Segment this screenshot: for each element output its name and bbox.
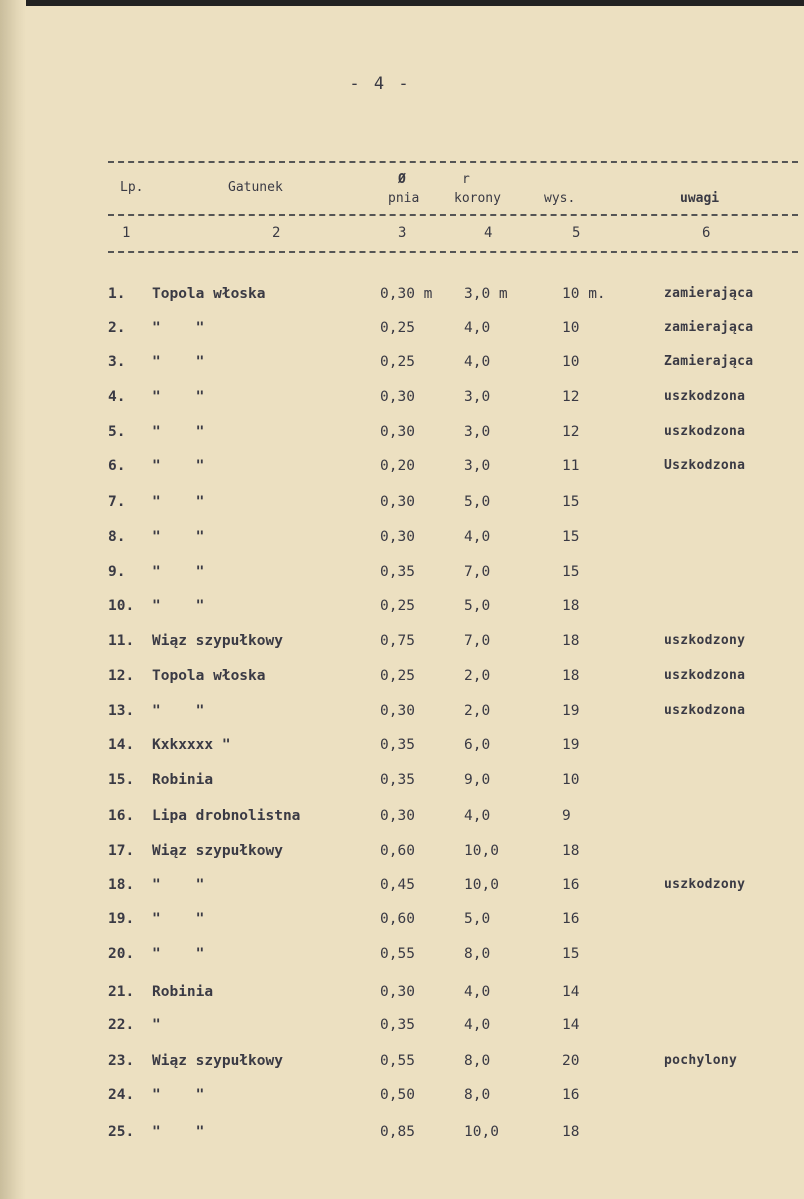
cell-lp: 14.: [108, 737, 135, 753]
table-row: [0, 946, 804, 980]
cell-korony: 5,0: [464, 911, 491, 927]
cell-pnia: 0,60: [380, 911, 415, 927]
cell-gatunek: " ": [152, 703, 205, 719]
cell-wys: 10: [562, 320, 580, 336]
cell-korony: 2,0: [464, 703, 491, 719]
header-pnia: pnia: [388, 191, 420, 206]
cell-gatunek: " ": [152, 564, 205, 580]
cell-korony: 2,0: [464, 668, 491, 684]
cell-wys: 16: [562, 911, 580, 927]
cell-pnia: 0,30: [380, 389, 415, 405]
cell-pnia: 0,55: [380, 1053, 415, 1069]
cell-uwagi: Zamierająca: [664, 354, 754, 369]
cell-korony: 8,0: [464, 1087, 491, 1103]
table-row: [0, 389, 804, 423]
cell-gatunek: " ": [152, 320, 205, 336]
cell-lp: 24.: [108, 1087, 135, 1103]
cell-wys: 19: [562, 737, 580, 753]
cell-lp: 7.: [108, 494, 126, 510]
cell-pnia: 0,25: [380, 668, 415, 684]
cell-wys: 15: [562, 494, 580, 510]
cell-gatunek: Lipa drobnolistna: [152, 808, 301, 824]
cell-wys: 18: [562, 843, 580, 859]
cell-korony: 4,0: [464, 984, 491, 1000]
cell-lp: 25.: [108, 1124, 135, 1140]
cell-pnia: 0,75: [380, 633, 415, 649]
cell-gatunek: " ": [152, 1124, 205, 1140]
cell-wys: 19: [562, 703, 580, 719]
cell-pnia: 0,55: [380, 946, 415, 962]
cell-gatunek: Kxkxxxx ": [152, 737, 231, 753]
cell-gatunek: Wiąz szypułkowy: [152, 633, 283, 649]
cell-pnia: 0,30: [380, 424, 415, 440]
cell-lp: 13.: [108, 703, 135, 719]
table-row: [0, 354, 804, 388]
cell-korony: 4,0: [464, 1017, 491, 1033]
cell-pnia: 0,35: [380, 737, 415, 753]
cell-lp: 18.: [108, 877, 135, 893]
cell-lp: 21.: [108, 984, 135, 1000]
cell-gatunek: ": [152, 1017, 161, 1033]
cell-gatunek: " ": [152, 529, 205, 545]
table-row: [0, 1124, 804, 1158]
cell-uwagi: zamierająca: [664, 320, 754, 335]
top-edge: [0, 0, 804, 6]
cell-gatunek: Wiąz szypułkowy: [152, 843, 283, 859]
cell-korony: 10,0: [464, 877, 499, 893]
cell-pnia: 0,35: [380, 772, 415, 788]
table-row: [0, 668, 804, 702]
column-number: 6: [702, 225, 711, 241]
cell-korony: 7,0: [464, 633, 491, 649]
column-number: 4: [484, 225, 493, 241]
table-row: [0, 911, 804, 945]
cell-lp: 5.: [108, 424, 126, 440]
cell-uwagi: uszkodzona: [664, 424, 746, 439]
table-row: [0, 1087, 804, 1121]
cell-wys: 18: [562, 1124, 580, 1140]
cell-uwagi: uszkodzona: [664, 668, 746, 683]
cell-wys: 14: [562, 984, 580, 1000]
cell-uwagi: uszkodzona: [664, 703, 746, 718]
cell-lp: 19.: [108, 911, 135, 927]
table-row: [0, 494, 804, 528]
cell-pnia: 0,50: [380, 1087, 415, 1103]
cell-lp: 23.: [108, 1053, 135, 1069]
cell-gatunek: " ": [152, 494, 205, 510]
table-row: [0, 598, 804, 632]
table-row: [0, 808, 804, 842]
cell-wys: 10 m.: [562, 286, 606, 302]
cell-lp: 10.: [108, 598, 135, 614]
cell-pnia: 0,85: [380, 1124, 415, 1140]
header-rule: [108, 214, 798, 216]
cell-wys: 20: [562, 1053, 580, 1069]
cell-pnia: 0,60: [380, 843, 415, 859]
cell-gatunek: Topola włoska: [152, 286, 266, 302]
cell-gatunek: " ": [152, 598, 205, 614]
cell-gatunek: " ": [152, 389, 205, 405]
cell-korony: 10,0: [464, 843, 499, 859]
cell-gatunek: Robinia: [152, 984, 214, 1000]
cell-pnia: 0,30 m: [380, 286, 433, 302]
cell-korony: 3,0: [464, 389, 491, 405]
cell-lp: 1.: [108, 286, 126, 302]
cell-wys: 10: [562, 772, 580, 788]
cell-uwagi: pochylony: [664, 1053, 738, 1068]
table-row: [0, 320, 804, 354]
cell-korony: 4,0: [464, 354, 491, 370]
header-gatunek: Gatunek: [228, 180, 283, 195]
cell-wys: 15: [562, 946, 580, 962]
cell-lp: 20.: [108, 946, 135, 962]
cell-lp: 11.: [108, 633, 135, 649]
header-uwagi: uwagi: [680, 191, 720, 206]
table-row: [0, 877, 804, 911]
table-row: [0, 564, 804, 598]
cell-wys: 18: [562, 668, 580, 684]
cell-korony: 6,0: [464, 737, 491, 753]
header-lp: Lp.: [120, 180, 144, 195]
cell-korony: 5,0: [464, 598, 491, 614]
cell-gatunek: Wiąz szypułkowy: [152, 1053, 283, 1069]
cell-korony: 10,0: [464, 1124, 499, 1140]
cell-wys: 11: [562, 458, 580, 474]
cell-gatunek: " ": [152, 911, 205, 927]
table-row: [0, 703, 804, 737]
cell-pnia: 0,20: [380, 458, 415, 474]
cell-uwagi: uszkodzony: [664, 633, 746, 648]
cell-korony: 4,0: [464, 320, 491, 336]
cell-gatunek: " ": [152, 354, 205, 370]
cell-gatunek: " ": [152, 946, 205, 962]
table-row: [0, 424, 804, 458]
column-number: 5: [572, 225, 581, 241]
cell-korony: 4,0: [464, 529, 491, 545]
cell-pnia: 0,30: [380, 984, 415, 1000]
table-row: [0, 737, 804, 771]
cell-uwagi: Uszkodzona: [664, 458, 746, 473]
cell-lp: 12.: [108, 668, 135, 684]
cell-wys: 14: [562, 1017, 580, 1033]
cell-gatunek: Robinia: [152, 772, 214, 788]
cell-lp: 3.: [108, 354, 126, 370]
table-row: [0, 1017, 804, 1051]
cell-gatunek: " ": [152, 458, 205, 474]
table-row: [0, 529, 804, 563]
cell-pnia: 0,30: [380, 703, 415, 719]
cell-korony: 3,0: [464, 458, 491, 474]
cell-pnia: 0,35: [380, 1017, 415, 1033]
cell-korony: 3,0 m: [464, 286, 508, 302]
cell-gatunek: Topola włoska: [152, 668, 266, 684]
cell-gatunek: " ": [152, 424, 205, 440]
cell-lp: 4.: [108, 389, 126, 405]
table-row: [0, 984, 804, 1018]
cell-pnia: 0,25: [380, 598, 415, 614]
cell-lp: 2.: [108, 320, 126, 336]
cell-korony: 7,0: [464, 564, 491, 580]
cell-lp: 6.: [108, 458, 126, 474]
column-number: 3: [398, 225, 407, 241]
table-row: [0, 772, 804, 806]
cell-lp: 15.: [108, 772, 135, 788]
cell-lp: 16.: [108, 808, 135, 824]
cell-wys: 9: [562, 808, 571, 824]
cell-uwagi: uszkodzony: [664, 877, 746, 892]
cell-pnia: 0,30: [380, 529, 415, 545]
header-radius-symbol: r: [462, 172, 470, 187]
header-wys: wys.: [544, 191, 576, 206]
cell-korony: 3,0: [464, 424, 491, 440]
cell-pnia: 0,25: [380, 354, 415, 370]
cell-lp: 22.: [108, 1017, 135, 1033]
cell-pnia: 0,25: [380, 320, 415, 336]
cell-lp: 9.: [108, 564, 126, 580]
cell-wys: 15: [562, 564, 580, 580]
table-top-rule: [108, 161, 798, 163]
cell-wys: 10: [562, 354, 580, 370]
cell-korony: 8,0: [464, 1053, 491, 1069]
cell-wys: 16: [562, 877, 580, 893]
cell-wys: 12: [562, 424, 580, 440]
column-number: 2: [272, 225, 281, 241]
cell-gatunek: " ": [152, 877, 205, 893]
cell-korony: 8,0: [464, 946, 491, 962]
cell-wys: 16: [562, 1087, 580, 1103]
cell-korony: 9,0: [464, 772, 491, 788]
page-number: - 4 -: [349, 74, 411, 94]
cell-uwagi: uszkodzona: [664, 389, 746, 404]
cell-lp: 8.: [108, 529, 126, 545]
cell-pnia: 0,45: [380, 877, 415, 893]
cell-pnia: 0,35: [380, 564, 415, 580]
column-numbers-rule: [108, 251, 798, 253]
cell-wys: 18: [562, 598, 580, 614]
cell-uwagi: zamierająca: [664, 286, 754, 301]
cell-wys: 18: [562, 633, 580, 649]
header-diameter-symbol: Ø: [398, 172, 406, 187]
table-row: [0, 843, 804, 877]
table-row: [0, 458, 804, 492]
cell-pnia: 0,30: [380, 808, 415, 824]
cell-korony: 5,0: [464, 494, 491, 510]
table-row: [0, 1053, 804, 1087]
cell-pnia: 0,30: [380, 494, 415, 510]
cell-gatunek: " ": [152, 1087, 205, 1103]
table-row: [0, 286, 804, 320]
table-row: [0, 633, 804, 667]
cell-lp: 17.: [108, 843, 135, 859]
cell-korony: 4,0: [464, 808, 491, 824]
column-number: 1: [122, 225, 131, 241]
cell-wys: 15: [562, 529, 580, 545]
header-korony: korony: [454, 191, 501, 206]
cell-wys: 12: [562, 389, 580, 405]
